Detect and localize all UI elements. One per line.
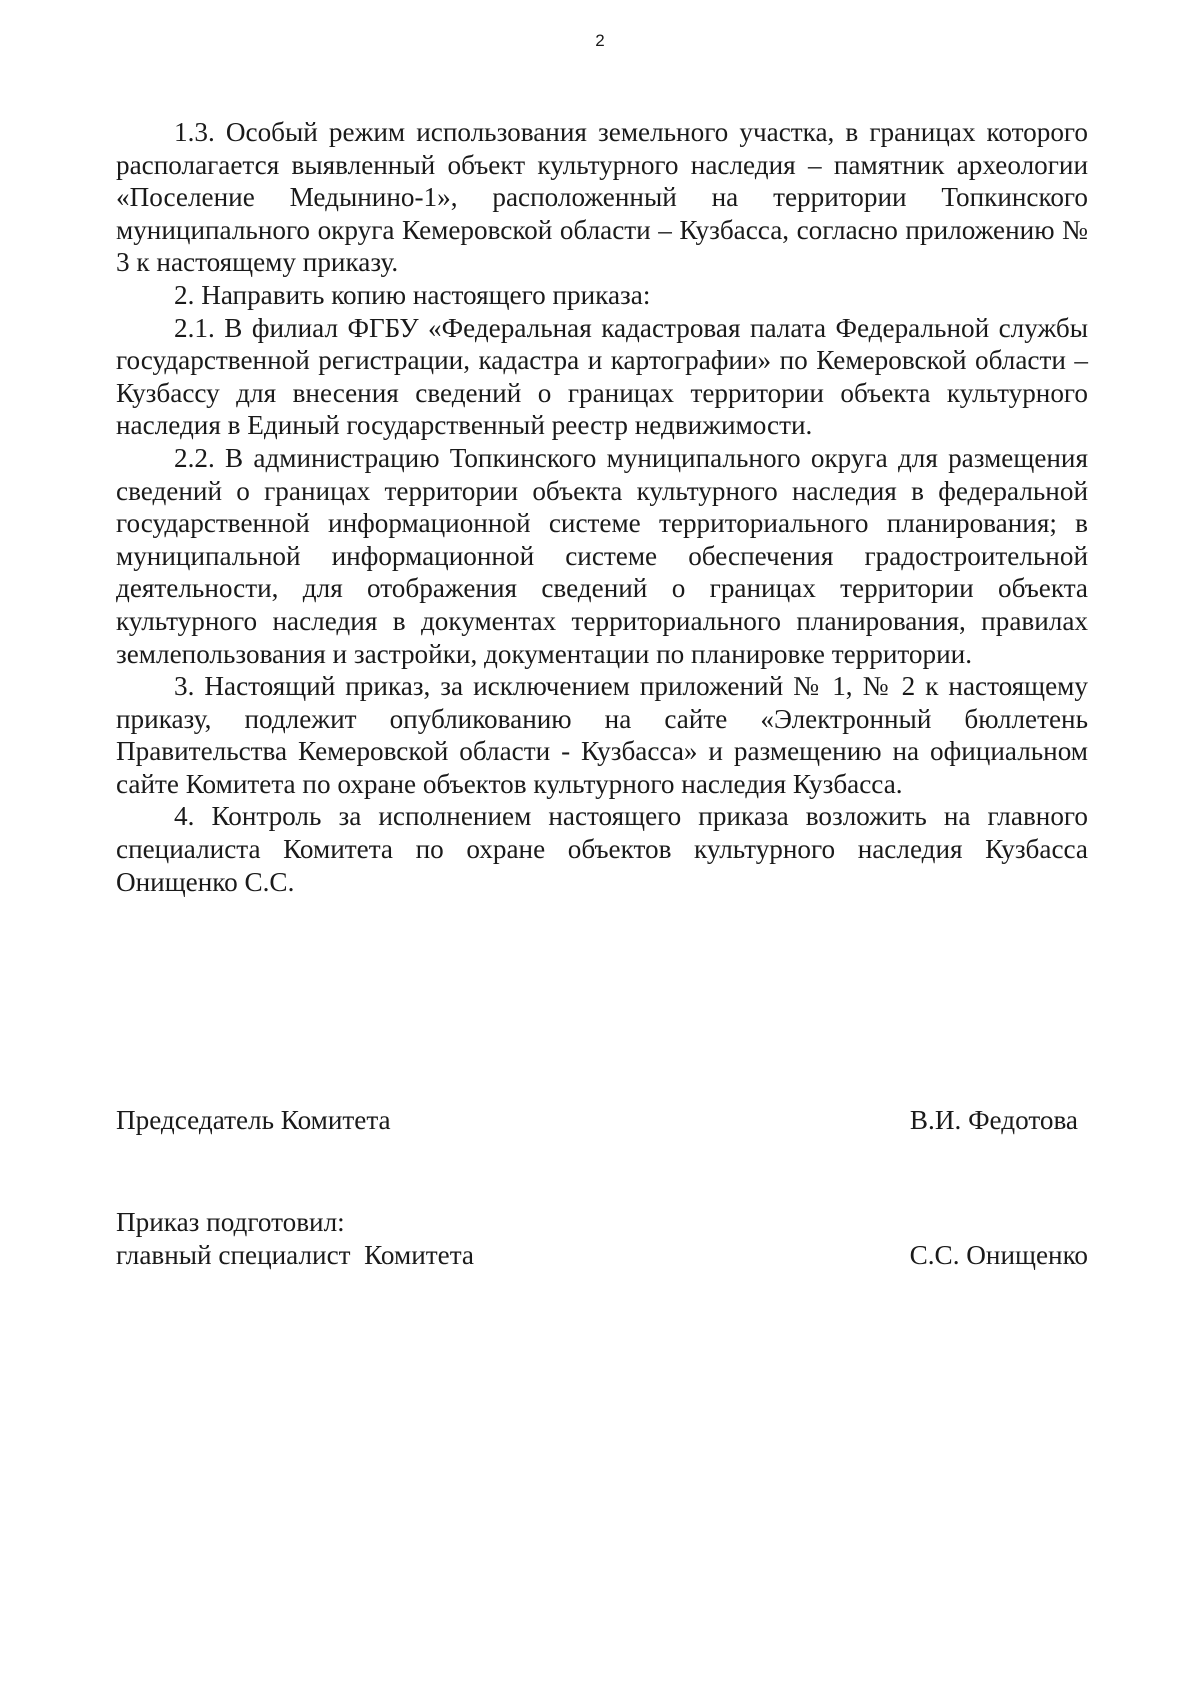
- prepared-by-block: [116, 1206, 1088, 1271]
- signer-title: Председатель Комитета: [116, 1105, 391, 1135]
- signer-name: В.И. Федотова: [909, 1105, 1078, 1135]
- paragraph-3: 3. Настоящий приказ, за исключением приложений № 1, № 2 к настоящему приказу, подлежит опубликованию на сайте «Электронный бюллетень Правительства Кемеровской области - Кузбасса» и размещению на официальном сайте Комитета по охране объектов культурного наследия Кузбасса.: [116, 671, 1088, 799]
- paragraph-2: 2. Направить копию настоящего приказа:: [174, 279, 651, 310]
- paragraph-2-1: 2.1. В филиал ФГБУ «Федеральная кадастровая палата Федеральной службы государственной регистрации, кадастра и картографии» по Кемеровской области – Кузбассу для внесения сведений о границах территории объекта культурного наследия в Единый государственный реестр недвижимости.: [116, 312, 1088, 441]
- prepared-by-left: [116, 1206, 474, 1271]
- prepared-by-position: главный специалист Комитета: [116, 1239, 474, 1270]
- paragraph-2-2: 2.2. В администрацию Топкинского муниципального округа для размещения сведений о границах территории объекта культурного наследия в федеральной государственной информационной системе территориального планирования; в муниципальной информационной системе обеспечения градостроительной деятельности, для отображения сведений о границах территории объекта культурного наследия в документах территориального планирования, правилах землепользования и застройки, документации по планировке территории.: [116, 442, 1088, 669]
- page-number: 2: [595, 31, 605, 50]
- document-body: [116, 116, 1088, 898]
- prepared-by-name: С.С. Онищенко: [909, 1239, 1088, 1270]
- paragraph-4: 4. Контроль за исполнением настоящего приказа возложить на главного специалиста Комитета по охране объектов культурного наследия Кузбасса Онищенко С.С.: [116, 801, 1088, 897]
- chairman-signature-block: [116, 1104, 1088, 1137]
- paragraph-1-3: 1.3. Особый режим использования земельного участка, в границах которого располагается выявленный объект культурного наследия – памятник археологии «Поселение Медынино-1», расположенный на территории Топкинского муниципального округа Кемеровской области – Кузбасса, согласно приложению № 3 к настоящему приказу.: [116, 117, 1088, 278]
- prepared-by-label: Приказ подготовил:: [116, 1207, 345, 1237]
